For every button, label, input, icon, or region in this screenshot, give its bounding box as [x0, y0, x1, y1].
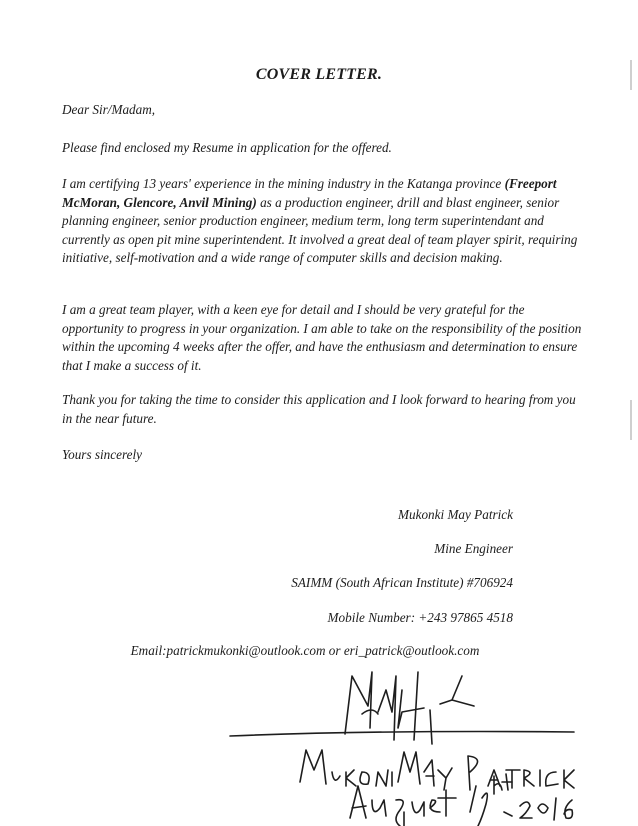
salutation: Dear Sir/Madam, [62, 102, 156, 117]
paragraph-team-player: I am a great team player, with a keen eye for detail and I should be very grateful for the opportunity to progress in your organization. I am able to take on the responsibility of the position within the upcoming 4 weeks after the offer, and have the enthusiasm and determination to ensure that I make a success of it. [62, 302, 582, 373]
paragraph-enclosed: Please find enclosed my Resume in application for the offered. [62, 140, 392, 155]
paragraph-thanks: Thank you for taking the time to consider this application and I look forward to hearing from you in the near future. [62, 392, 576, 426]
sender-mobile: Mobile Number: +243 97865 4518 [327, 610, 513, 625]
sender-email: Email:patrickmukonki@outlook.com or eri_patrick@outlook.com [130, 643, 480, 658]
experience-text-b: as a production engineer, drill and blast engineer, senior planning engineer, senior production engineer, medium term, long term superintendant and currently as open pit mine superintendent. It involved a great deal of team player spirit, requiring initiative, self-motivation and a wide range of computer skills and decision making. [62, 194, 578, 266]
sender-role: Mine Engineer [434, 541, 513, 556]
sender-membership: SAIMM (South African Institute) #706924 [291, 575, 513, 590]
experience-text-a: I am certifying 13 years' experience in the mining industry in the Katanga province [62, 176, 502, 191]
scan-edge-mark [630, 400, 632, 440]
letter-title: COVER LETTER. [255, 66, 383, 83]
scan-edge-mark [630, 60, 632, 90]
closing: Yours sincerely [62, 447, 142, 462]
sender-name: Mukonki May Patrick [398, 507, 513, 522]
company-list: (Freeport McMoran, Glencore, Anvil Mining) [62, 176, 557, 210]
